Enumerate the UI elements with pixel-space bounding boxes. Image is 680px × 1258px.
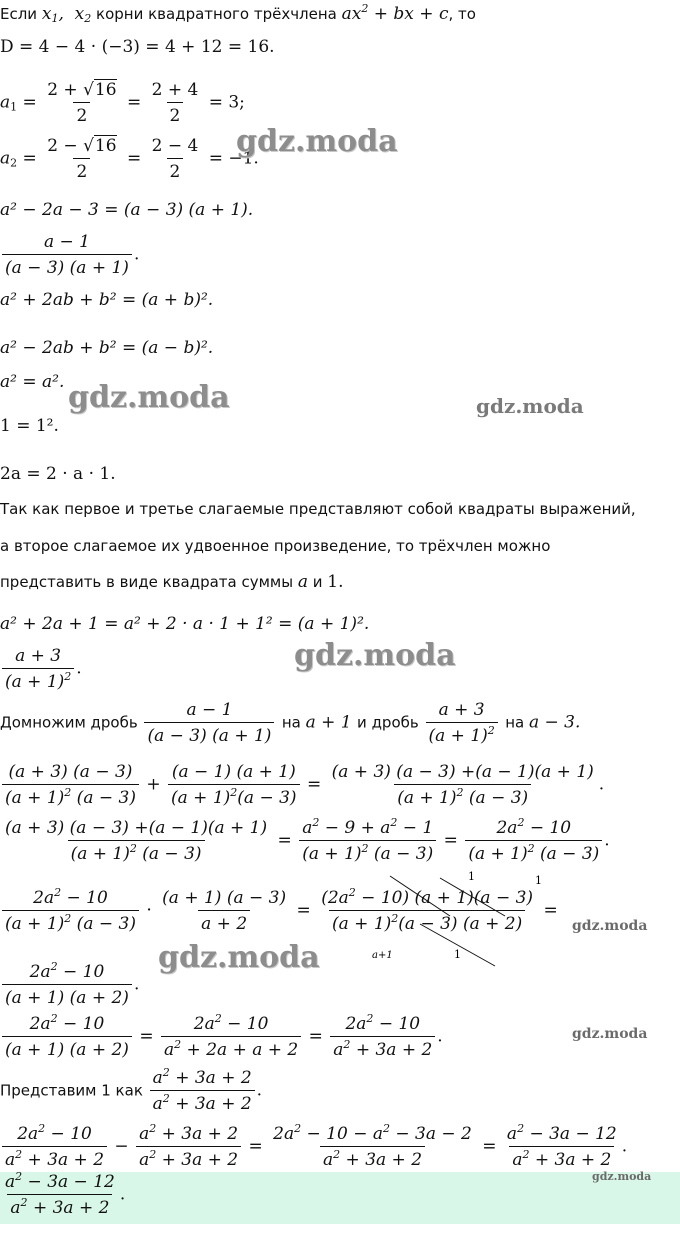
watermark-logo: gdz.moda (68, 380, 230, 415)
one-squared-line: 1 = 1². (0, 416, 59, 436)
intro-text-b: корни квадратного трёхчлена (91, 5, 342, 23)
watermark-logo: gdz.moda (572, 1026, 648, 1042)
svg-text:1: 1 (535, 874, 542, 887)
root-a2-line: $a_2$ = $\frac{2 - √16}{2}$ = $\frac{2 - 4}{2}$ = −1. (0, 136, 259, 182)
sum-fractions-line: $\frac{(a + 3) (a - 3)}{(a + 1)^2 (a - 3)}$ + $\frac{(a - 1) (a + 1)}{(a + 1)^2(a - 3)}$ = $\frac{(a + 3) (a - 3) +(a - 1)(a + 1)}{(a + 1)^2 (a - 3)}$ . (0, 762, 604, 808)
root-a1-line: $a_1$ = $\frac{2 + √16}{2}$ = $\frac{2 + 4}{2}$ = 3; (0, 80, 245, 126)
fraction-a-minus-1: $\frac{a - 1}{(a - 3) (a + 1)}$ . (0, 232, 139, 278)
a1-fraction-1: $\frac{2 + √16}{2}$ (47, 80, 117, 126)
explanation-line-1: Так как первое и третье слагаемые представляют собой квадраты выражений, (0, 500, 636, 518)
cancellation-marks (330, 866, 542, 976)
explanation-line-3: представить в виде квадрата суммы a и 1. (0, 572, 344, 592)
trinomial-expr: $ax^2$ + bx + c (341, 2, 449, 24)
fraction-a-plus-3: $\frac{a + 3}{(a + 1)^2}$ . (0, 646, 82, 692)
subtraction-line: $\frac{2a^2 - 10}{a^2 + 3a + 2}$ − $\frac{a^2 + 3a + 2}{a^2 + 3a + 2}$ = $\frac{2a^2 - 10 - a^2 - 3a - 2}{a^2 + 3a + 2}$ = $\frac{a^2 - 3a - 12}{a^2 + 3a + 2}$ . (0, 1124, 627, 1170)
intro-text-a: Если (0, 5, 42, 23)
svg-text:1: 1 (468, 870, 475, 883)
a2-fraction-2: $\frac{2 - 4}{2}$ (151, 136, 199, 182)
watermark-logo: gdz.moda (294, 638, 456, 673)
represent-one-line: Представим 1 как $\frac{a^2 + 3a + 2}{a^2 + 3a + 2}$ . (0, 1066, 263, 1114)
two-a-line: 2a = 2 · a · 1. (0, 464, 116, 484)
a2-fraction-1: $\frac{2 - √16}{2}$ (47, 136, 117, 182)
square-sum-formula: a² + 2ab + b² = (a + b)². (0, 290, 214, 310)
watermark-logo: gdz.moda (476, 394, 584, 418)
watermark-logo: gdz.moda (236, 124, 398, 159)
multiply-line: Домножим дробь $\frac{a - 1}{(a - 3) (a + 1)}$ на a + 1 и дробь $\frac{a + 3}{(a + 1)^2}$ на a − 3. (0, 700, 581, 746)
a-squared-line: a² = a². (0, 372, 65, 392)
intro-line (0, 4, 476, 24)
square-diff-formula: a² − 2ab + b² = (a − b)². (0, 338, 214, 358)
roots-symbols: $x_1$, $x_2$ (41, 4, 92, 25)
simplify-line: $\frac{(a + 3) (a - 3) +(a - 1)(a + 1)}{(a + 1)^2 (a - 3)}$ = $\frac{a^2 - 9 + a^2 - 1}{(a + 1)^2 (a - 3)}$ = $\frac{2a^2 - 10}{(a + 1)^2 (a - 3)}$ . (5, 816, 610, 864)
result-fraction-1: $\frac{2a^2 - 10}{(a + 1) (a + 2)}$ . (0, 962, 139, 1008)
a2-result: = −1. (208, 148, 259, 169)
a1-result: = 3; (208, 92, 245, 113)
factorization-line: a² − 2a − 3 = (a − 3) (a + 1). (0, 200, 254, 220)
a1-fraction-2: $\frac{2 + 4}{2}$ (151, 80, 199, 126)
explanation-line-2: а второе слагаемое их удвоенное произведение, то трёхчлен можно (0, 537, 551, 555)
product-line: $\frac{2a^2 - 10}{(a + 1)^2 (a - 3)}$ · $\frac{(a + 1) (a - 3)}{a + 2}$ = $\frac{(2a^2 - 10) (a + 1)(a - 3)}{(a + 1)^2(a - 3) (a + 2)}$ = (0, 888, 558, 934)
intro-text-c: , то (448, 5, 476, 23)
watermark-logo: gdz.moda (592, 1170, 652, 1183)
watermark-logo: gdz.moda (158, 940, 320, 975)
expand-denominator-line: $\frac{2a^2 - 10}{(a + 1) (a + 2)}$ = $\frac{2a^2 - 10}{a^2 + 2a + a + 2}$ = $\frac{2a^2 - 10}{a^2 + 3a + 2}$ . (0, 1014, 443, 1060)
discriminant-line: D = 4 − 4 · (−3) = 4 + 12 = 16. (0, 37, 275, 57)
watermark-logo: gdz.moda (572, 918, 648, 934)
svg-text:1: 1 (454, 948, 461, 961)
svg-text:a+1: a+1 (372, 950, 393, 961)
full-square-line: a² + 2a + 1 = a² + 2 · a · 1 + 1² = (a + 1)². (0, 614, 370, 634)
final-answer: $\frac{a^2 - 3a - 12}{a^2 + 3a + 2}$ . (5, 1170, 126, 1218)
